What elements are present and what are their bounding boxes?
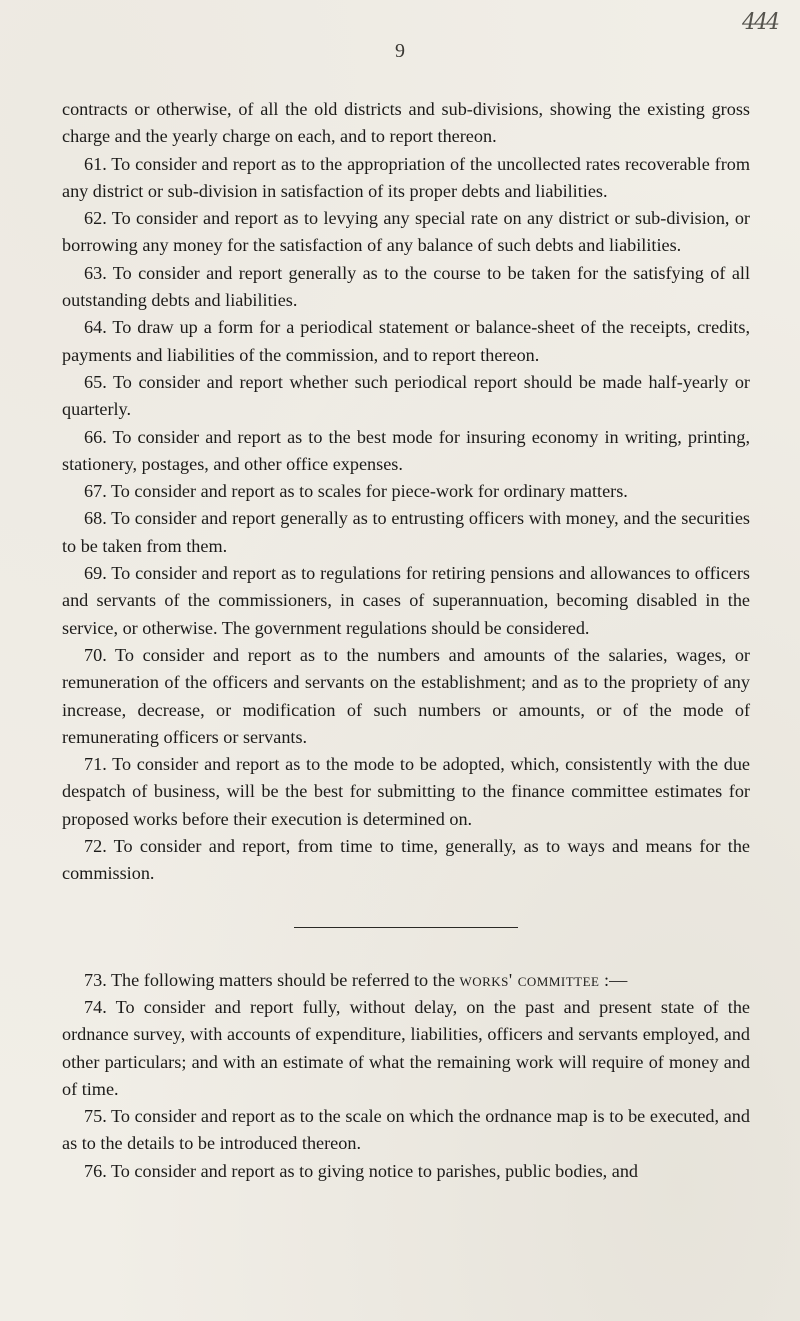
- handwritten-folio-mark: 444: [742, 10, 778, 35]
- paragraph-68: 68. To consider and report generally as to entrusting officers with money, and the securities to be taken from them.: [62, 508, 750, 556]
- paragraph-69: 69. To consider and report as to regulations for retiring pensions and allowances to officers and servants of the commissioners, in cases of superannuation, becoming disabled in the service, or otherwise. The government regulations should be considered.: [62, 563, 750, 638]
- paragraph-70: 70. To consider and report as to the numbers and amounts of the salaries, wages, or remuneration of the officers and servants on the establishment; and as to the propriety of any increase, decrease, or modification of such numbers or amounts, or of the mode of remunerating officers or servants.: [62, 644, 750, 747]
- works-committee-label: works' committee: [459, 969, 600, 990]
- paragraph-76: 76. To consider and report as to giving notice to parishes, public bodies, and: [84, 1160, 639, 1181]
- paragraph-62: 62. To consider and report as to levying any special rate on any district or sub-division, or borrowing any money for the satisfaction of any balance of such debts and liabilities.: [62, 208, 750, 256]
- section-divider: [294, 927, 518, 928]
- paragraph-67: 67. To consider and report as to scales for piece-work for ordinary matters.: [84, 481, 628, 502]
- page-number: 9: [395, 40, 405, 62]
- paragraph-73-prefix: 73. The following matters should be referred to the: [84, 969, 460, 990]
- paragraph-73: [62, 967, 750, 994]
- paragraph-75: 75. To consider and report as to the scale on which the ordnance map is to be executed, and as to the details to be introduced thereon.: [62, 1106, 750, 1154]
- paragraph-73-suffix: :—: [599, 969, 628, 990]
- body-text: [62, 96, 750, 1185]
- paragraph-63: 63. To consider and report generally as to the course to be taken for the satisfying of all outstanding debts and liabilities.: [62, 262, 750, 311]
- paragraph-65: 65. To consider and report whether such periodical report should be made half-yearly or quarterly.: [62, 371, 750, 420]
- paragraph-61: 61. To consider and report as to the appropriation of the uncollected rates recoverable from any district or sub-division in satisfaction of its proper debts and liabilities.: [62, 153, 750, 201]
- paragraph-66: 66. To consider and report as to the best mode for insuring economy in writing, printing, stationery, postages, and other office expenses.: [62, 426, 750, 474]
- paragraph-74: 74. To consider and report fully, without delay, on the past and present state of the ordnance survey, with accounts of expenditure, liabilities, officers and servants employed, and other particulars; and with an estimate of what the remaining work will require of money and of time.: [62, 996, 750, 1099]
- paragraph-continuation: contracts or otherwise, of all the old districts and sub-divisions, showing the existing gross charge and the yearly charge on each, and to report thereon.: [62, 99, 750, 147]
- paragraph-64: 64. To draw up a form for a periodical statement or balance-sheet of the receipts, credits, payments and liabilities of the commission, and to report thereon.: [62, 317, 750, 365]
- paragraph-72: 72. To consider and report, from time to time, generally, as to ways and means for the commission.: [62, 836, 750, 884]
- paragraph-71: 71. To consider and report as to the mode to be adopted, which, consistently with the due despatch of business, will be the best for submitting to the finance committee estimates for proposed works before their execution is determined on.: [62, 754, 750, 829]
